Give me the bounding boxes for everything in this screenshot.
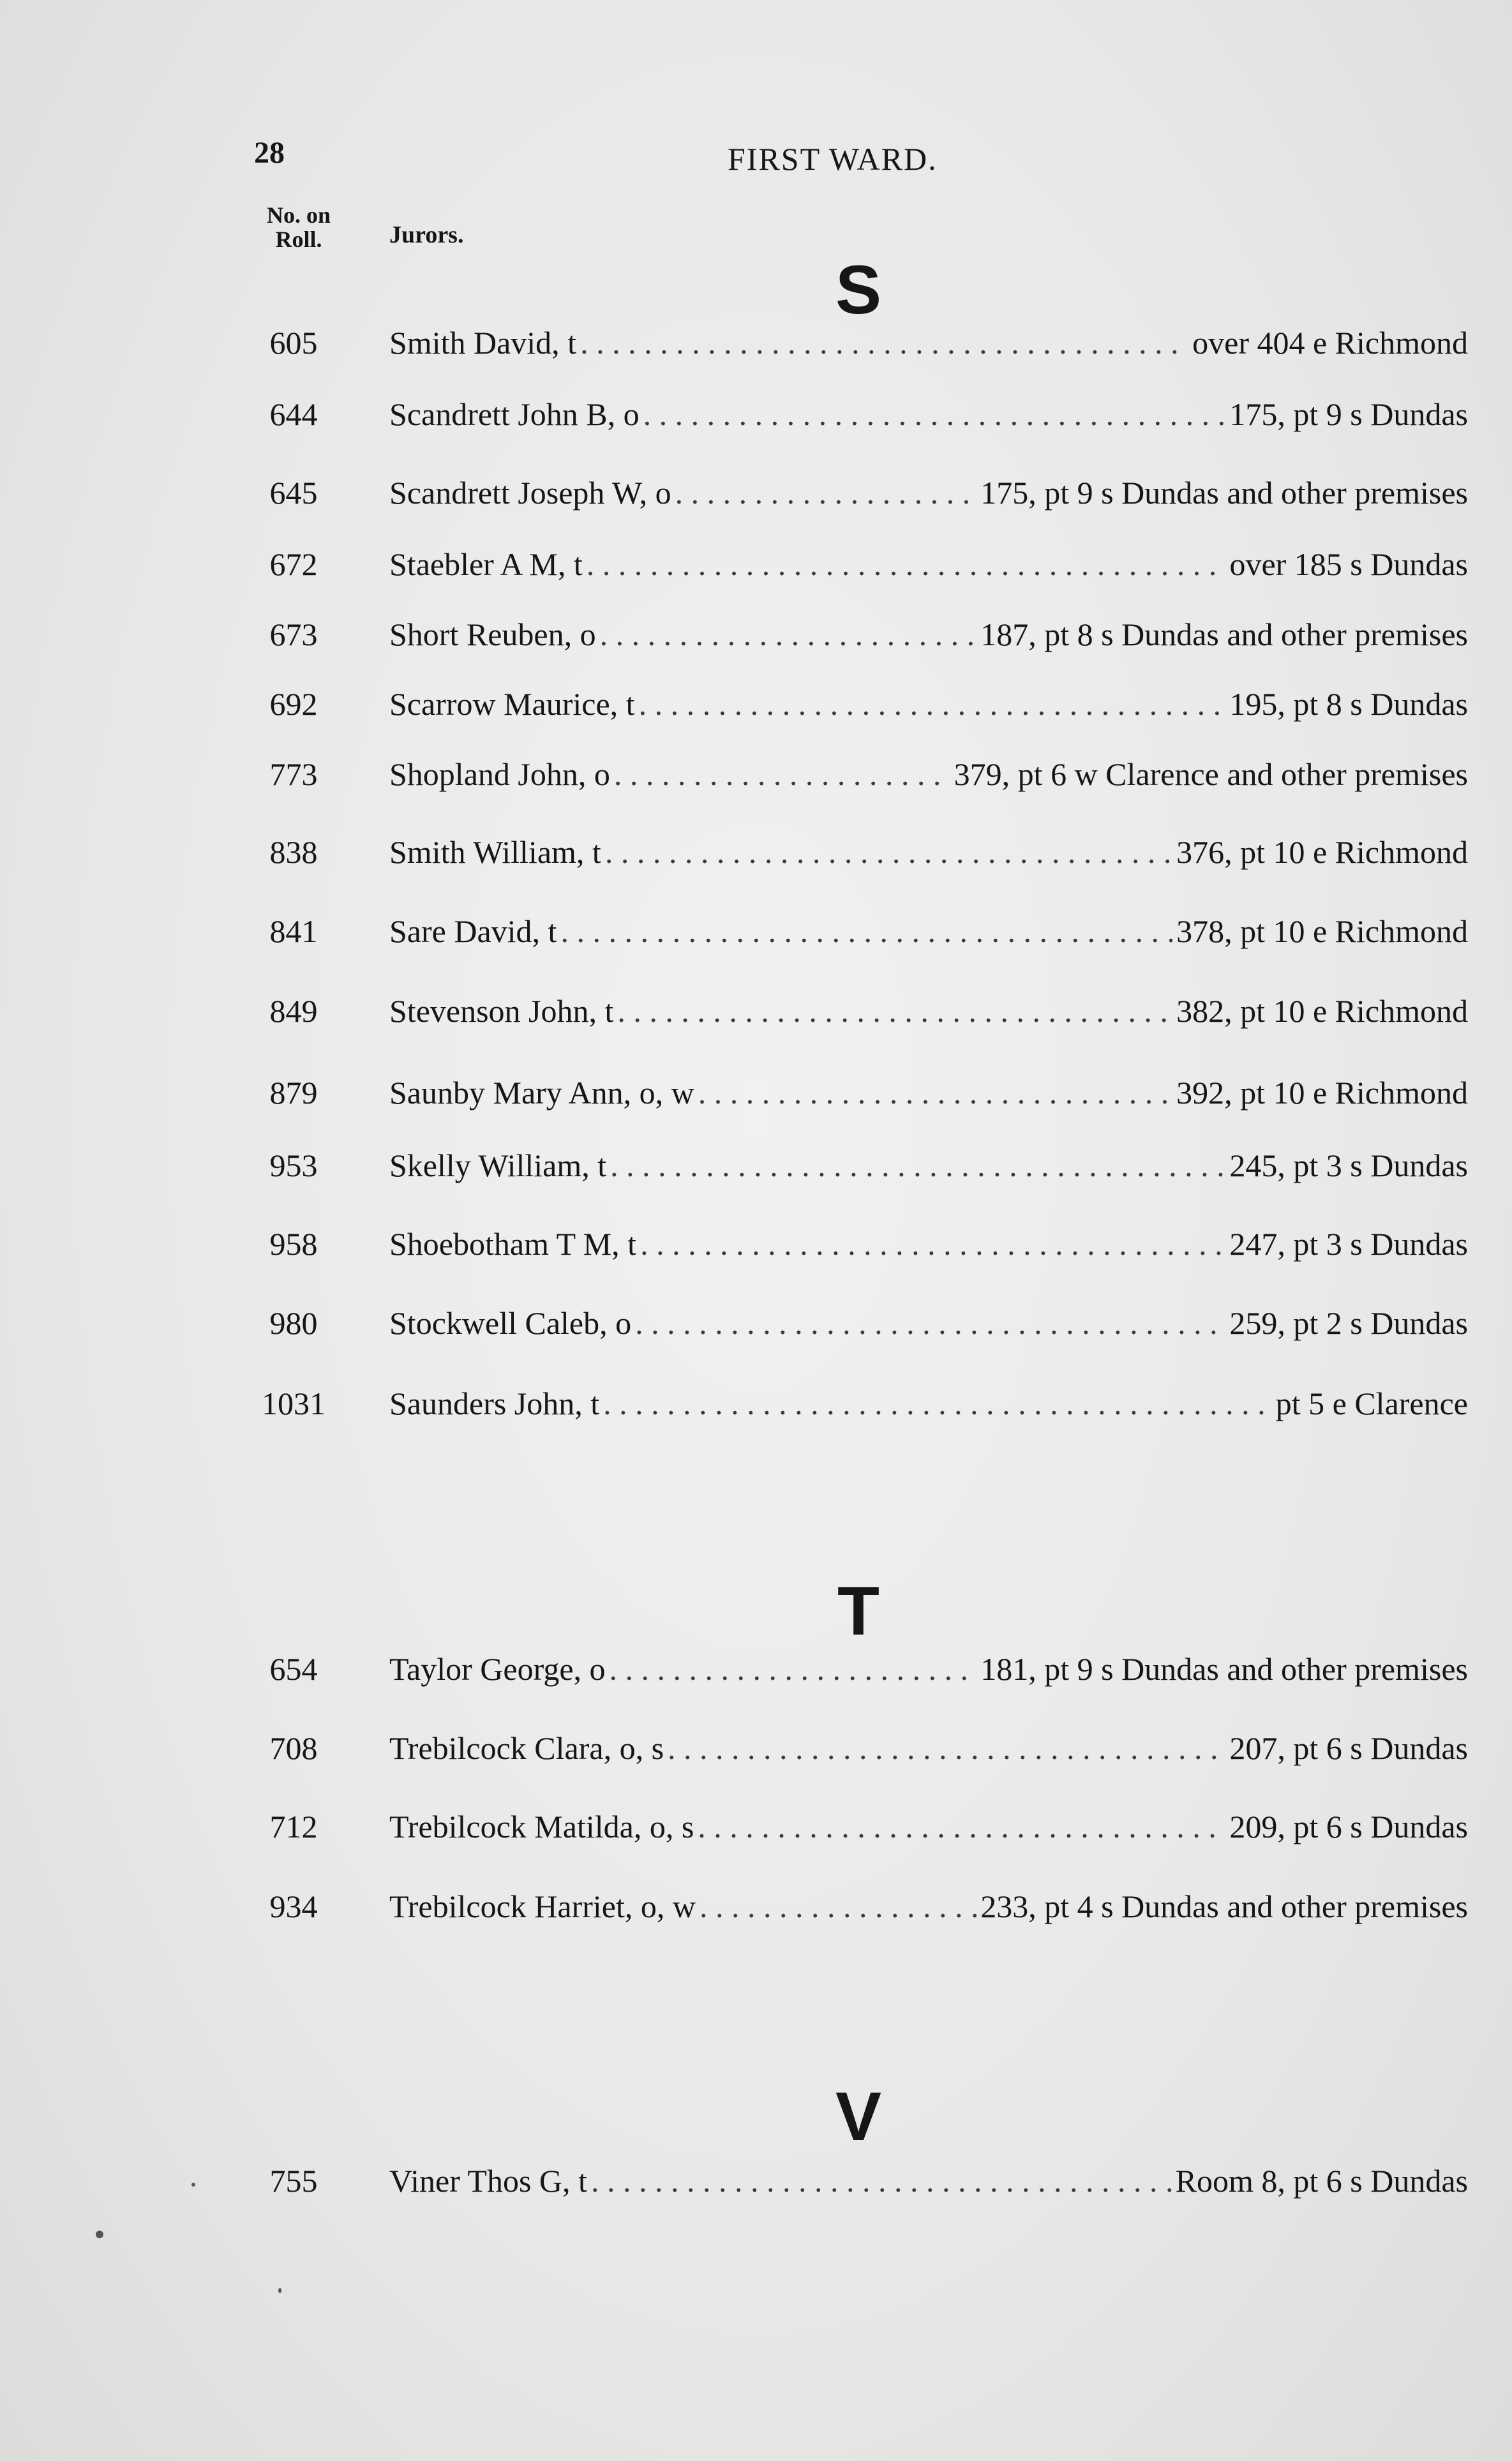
roll-number: 692 — [269, 686, 318, 722]
juror-name: Scarrow Maurice, t — [389, 686, 635, 722]
juror-name: Trebilcock Clara, o, s — [389, 1730, 664, 1766]
roll-number: 980 — [269, 1305, 318, 1341]
juror-name: Skelly William, t — [389, 1148, 607, 1183]
roll-number: 673 — [269, 617, 318, 652]
juror-name: Smith William, t — [389, 834, 601, 870]
juror-name: Short Reuben, o — [389, 617, 596, 652]
dot-leader — [698, 1808, 1225, 1845]
property-location: 376, pt 10 e Richmond — [1176, 834, 1468, 870]
property-location: 207, pt 6 s Dundas — [1229, 1730, 1468, 1766]
dot-leader — [668, 1730, 1225, 1767]
roll-number: 841 — [269, 913, 318, 949]
property-location: pt 5 e Clarence — [1275, 1386, 1468, 1421]
scan-speck — [96, 2231, 103, 2238]
property-location: 379, pt 6 w Clarence and other premises — [954, 756, 1468, 792]
scan-speck — [191, 2183, 195, 2187]
property-location: 247, pt 3 s Dundas — [1229, 1226, 1468, 1262]
list-item — [243, 685, 1468, 730]
roll-number: 644 — [269, 396, 318, 432]
list-item — [243, 1888, 1468, 1933]
list-item — [243, 1385, 1468, 1430]
list-item — [243, 546, 1468, 590]
juror-name: Taylor George, o — [389, 1651, 606, 1687]
roll-number: 879 — [269, 1075, 318, 1111]
juror-name: Stevenson John, t — [389, 993, 614, 1029]
roll-number: 1031 — [262, 1386, 326, 1421]
dot-leader — [605, 834, 1172, 871]
dot-leader — [580, 324, 1188, 361]
property-location: 392, pt 10 e Richmond — [1176, 1075, 1468, 1111]
list-item — [243, 1147, 1468, 1192]
list-item — [243, 1074, 1468, 1119]
list-item — [243, 324, 1468, 369]
roll-number: 838 — [269, 834, 318, 870]
list-item — [243, 1305, 1468, 1349]
property-location: 175, pt 9 s Dundas and other premises — [980, 475, 1468, 511]
dot-leader — [640, 1225, 1225, 1262]
dot-leader — [614, 756, 950, 793]
list-item — [243, 834, 1468, 878]
dot-leader — [610, 1650, 977, 1687]
list-item — [243, 616, 1468, 661]
property-location: 181, pt 9 s Dundas and other premises — [980, 1651, 1468, 1687]
dot-leader — [617, 992, 1172, 1029]
dot-leader — [635, 1305, 1225, 1342]
property-location: Room 8, pt 6 s Dundas — [1175, 2163, 1468, 2199]
juror-name: Staebler A M, t — [389, 546, 583, 582]
jurors-column-header: Jurors. — [389, 221, 464, 248]
dot-leader — [600, 616, 977, 653]
list-item — [243, 396, 1468, 440]
roll-number: 934 — [269, 1889, 318, 1924]
dot-leader — [675, 474, 977, 511]
juror-name: Stockwell Caleb, o — [389, 1305, 632, 1341]
section-letter-t: T — [837, 1572, 880, 1649]
roll-number: 773 — [269, 756, 318, 792]
roll-number: 849 — [269, 993, 318, 1029]
property-location: 187, pt 8 s Dundas and other premises — [980, 617, 1468, 652]
property-location: 175, pt 9 s Dundas — [1229, 396, 1468, 432]
dot-leader — [610, 1147, 1225, 1184]
list-item — [243, 1808, 1468, 1853]
property-location: over 404 e Richmond — [1192, 325, 1468, 361]
roll-number: 645 — [269, 475, 318, 511]
list-item — [243, 913, 1468, 957]
dot-leader — [639, 685, 1226, 722]
dot-leader — [591, 2162, 1172, 2199]
list-item — [243, 992, 1468, 1037]
juror-name: Saunby Mary Ann, o, w — [389, 1075, 694, 1111]
roll-number: 755 — [269, 2163, 318, 2199]
property-location: over 185 s Dundas — [1229, 546, 1468, 582]
page-title: FIRST WARD. — [728, 141, 938, 177]
roll-number: 672 — [269, 546, 318, 582]
juror-name: Trebilcock Harriet, o, w — [389, 1889, 696, 1924]
list-item — [243, 756, 1468, 800]
roll-header-line1: No. on — [266, 202, 331, 228]
scan-speck — [278, 2288, 281, 2293]
roll-number: 953 — [269, 1148, 318, 1183]
section-letter-s: S — [835, 251, 882, 328]
page-number: 28 — [254, 136, 285, 170]
property-location: 382, pt 10 e Richmond — [1176, 993, 1468, 1029]
juror-name: Shopland John, o — [389, 756, 610, 792]
property-location: 233, pt 4 s Dundas and other premises — [980, 1889, 1468, 1924]
dot-leader — [603, 1385, 1272, 1422]
list-item — [243, 474, 1468, 519]
dot-leader — [643, 396, 1226, 433]
property-location: 245, pt 3 s Dundas — [1229, 1148, 1468, 1183]
dot-leader — [698, 1074, 1172, 1111]
dot-leader — [587, 546, 1226, 583]
section-letter-v: V — [835, 2077, 882, 2155]
dot-leader — [700, 1888, 977, 1925]
roll-column-header — [254, 203, 343, 251]
property-location: 209, pt 6 s Dundas — [1229, 1809, 1468, 1844]
juror-name: Trebilcock Matilda, o, s — [389, 1809, 694, 1844]
dot-leader — [560, 913, 1172, 950]
list-item — [243, 1225, 1468, 1270]
juror-name: Scandrett Joseph W, o — [389, 475, 671, 511]
juror-name: Viner Thos G, t — [389, 2163, 587, 2199]
roll-number: 958 — [269, 1226, 318, 1262]
property-location: 259, pt 2 s Dundas — [1229, 1305, 1468, 1341]
roll-number: 712 — [269, 1809, 318, 1844]
juror-name: Scandrett John B, o — [389, 396, 640, 432]
list-item — [243, 2162, 1468, 2207]
property-location: 378, pt 10 e Richmond — [1176, 913, 1468, 949]
roll-number: 654 — [269, 1651, 318, 1687]
property-location: 195, pt 8 s Dundas — [1229, 686, 1468, 722]
roll-number: 708 — [269, 1730, 318, 1766]
juror-name: Saunders John, t — [389, 1386, 600, 1421]
list-item — [243, 1650, 1468, 1695]
juror-name: Shoebotham T M, t — [389, 1226, 637, 1262]
roll-number: 605 — [269, 325, 318, 361]
list-item — [243, 1730, 1468, 1774]
roll-header-line2: Roll. — [275, 227, 322, 252]
juror-name: Sare David, t — [389, 913, 557, 949]
juror-name: Smith David, t — [389, 325, 577, 361]
